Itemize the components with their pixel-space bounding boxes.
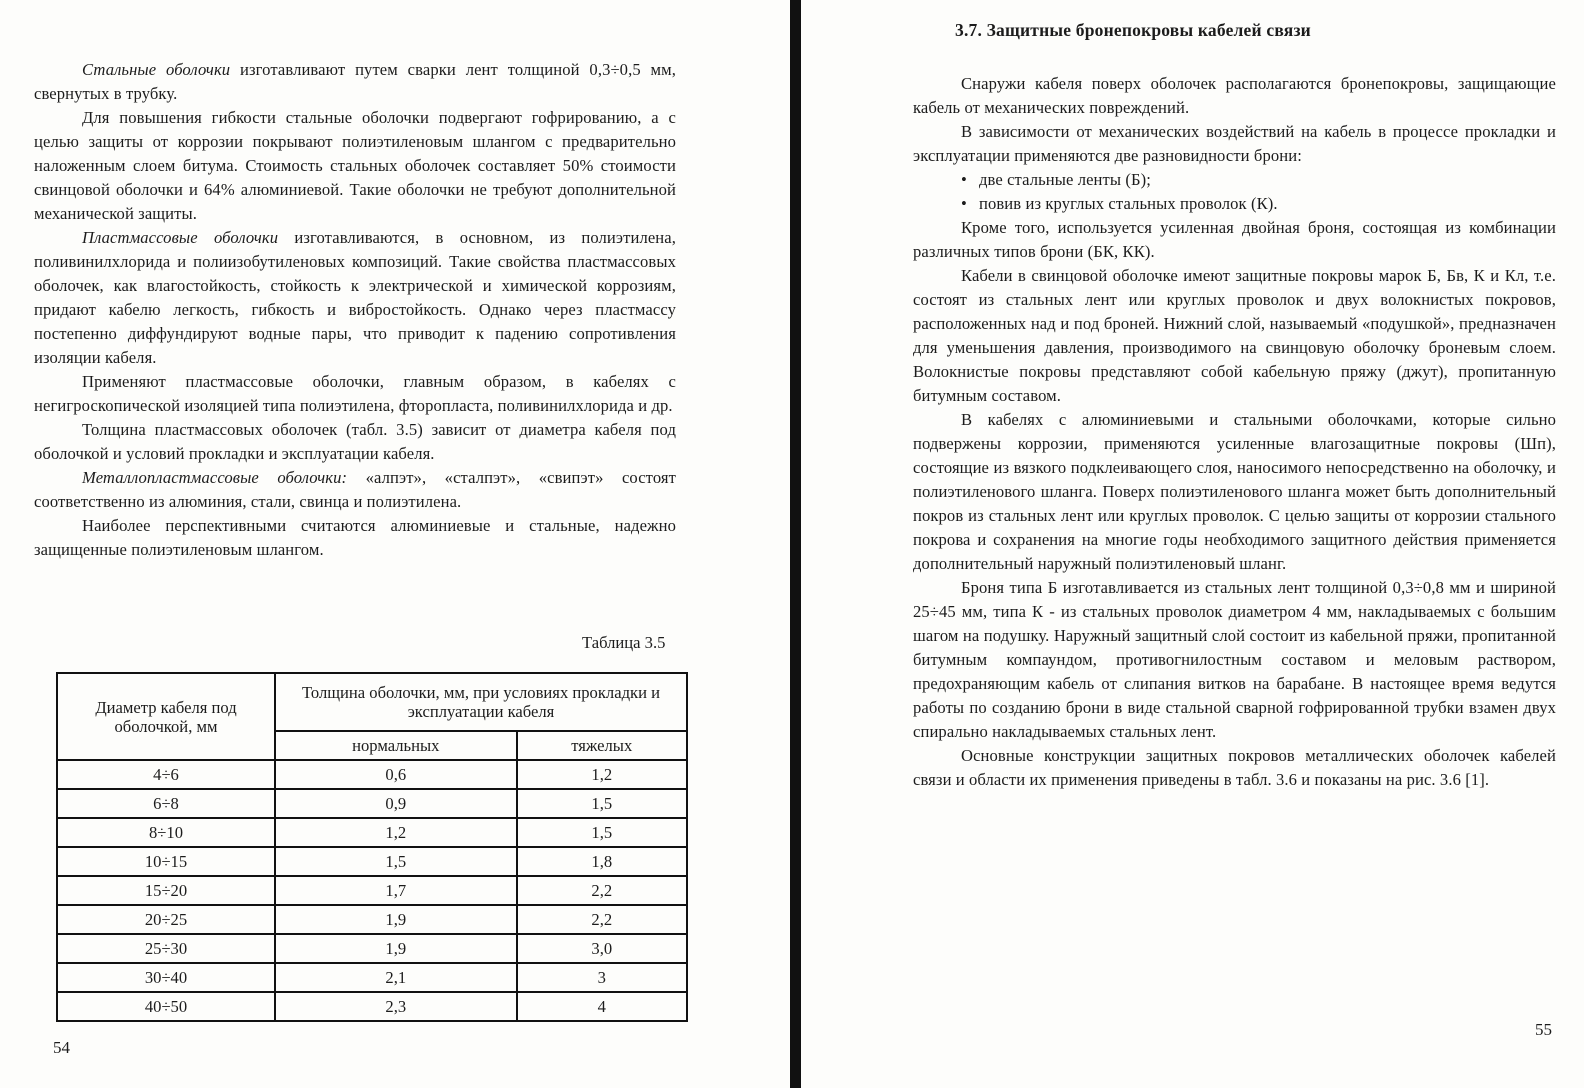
table-row: [57, 963, 687, 992]
paragraph-text: «алпэт», «сталпэт», «свипэт» состоят соответственно из алюминия, стали, свинца и полиэтилена.: [34, 468, 676, 511]
paragraph-lead-sheath-covers: Кабели в свинцовой оболочке имеют защитные покровы марок Б, Бв, К и Кл, т.е. состоят из стальных лент или круглых проволок и двух волокнистых покровов, расположенных над и под броней. Нижний слой, называемый «подушкой», предназначен для уменьшения давления, производимого на свинцовую оболочку броневым слоем. Волокнистые покровы представляют собой кабельную пряжу (джут), пропитанную битумным составом.: [913, 266, 1556, 405]
header-heavy: тяжелых: [517, 731, 687, 760]
paragraph-metal-plastic: [34, 466, 676, 514]
armor-type-list: [913, 168, 1556, 216]
sheath-thickness-table: [56, 672, 688, 1022]
cell-diameter: 4÷6: [57, 760, 275, 789]
table-row: [57, 876, 687, 905]
paragraph-plastic-sheaths: [34, 226, 676, 370]
table-row: [57, 934, 687, 963]
cell-diameter: 25÷30: [57, 934, 275, 963]
header-diameter: Диаметр кабеля под оболочкой, мм: [57, 673, 275, 760]
table-row: [57, 789, 687, 818]
cell-normal: 1,7: [275, 876, 517, 905]
table-body: [57, 760, 687, 1021]
cell-diameter: 6÷8: [57, 789, 275, 818]
term-steel-sheaths: Стальные оболочки: [82, 60, 231, 79]
paragraph-armor-b-k: Броня типа Б изготавливается из стальных лент толщиной 0,3÷0,8 мм и шириной 25÷45 мм, типа К - из стальных проволок диаметром 4 мм, накладываемых с большим шагом на подушку. Наружный защитный слой состоит из кабельной пряжи, пропитанной битумным компаундом, противогнилостным составом и меловым раствором, предохраняющим кабель от слипания витков на барабане. В настоящее время ведутся работы по созданию брони в виде стальной сварной гофрированной трубки взамен двух спирально накладываемых стальных лент.: [913, 578, 1556, 741]
right-page: [805, 0, 1584, 1088]
table-caption: Таблица 3.5: [582, 633, 666, 652]
cell-diameter: 30÷40: [57, 963, 275, 992]
paragraph-armor-intro: Снаружи кабеля поверх оболочек располагаются бронепокровы, защищающие кабель от механических повреждений.: [913, 74, 1556, 117]
paragraph-text: изготавливают путем сварки лент толщиной 0,3÷0,5 мм, свернутых в трубку.: [34, 60, 676, 103]
cell-normal: 1,2: [275, 818, 517, 847]
paragraph-perspective: Наиболее перспективными считаются алюминиевые и стальные, надежно защищенные полиэтиленовым шлангом.: [34, 516, 676, 559]
cell-heavy: 1,2: [517, 760, 687, 789]
cell-diameter: 15÷20: [57, 876, 275, 905]
cell-heavy: 1,5: [517, 789, 687, 818]
right-page-text: [913, 72, 1556, 792]
paragraph-constructions: Основные конструкции защитных покровов металлических оболочек кабелей связи и области их применения приведены в табл. 3.6 и показаны на рис. 3.6 [1].: [913, 746, 1556, 789]
cell-heavy: 4: [517, 992, 687, 1021]
cell-normal: 1,9: [275, 905, 517, 934]
term-metal-plastic: Металлопластмассовые оболочки:: [82, 468, 348, 487]
paragraph-reinforced-covers: В кабелях с алюминиевыми и стальными оболочками, которые сильно подвержены коррозии, применяются усиленные влагозащитные покровы (Шп), состоящие из вязкого подклеивающего слоя, наносимого непосредственно на оболочку, и полиэтиленового шланга. Поверх полиэтиленового шланга может быть дополнительный покров из стальных лент или круглых проволок. С целью защиты от коррозии стального покрова и сохранения на многие годы необходимого защитного действия применяется дополнительный наружный полиэтиленовый шланг.: [913, 410, 1556, 573]
cell-diameter: 10÷15: [57, 847, 275, 876]
book-spine-shadow: [790, 0, 801, 1088]
cell-diameter: 20÷25: [57, 905, 275, 934]
cell-heavy: 1,8: [517, 847, 687, 876]
cell-diameter: 8÷10: [57, 818, 275, 847]
page-number-left: 54: [53, 1038, 70, 1057]
page-number-right: 55: [1535, 1020, 1552, 1039]
section-heading: 3.7. Защитные бронепокровы кабелей связи: [955, 20, 1311, 40]
cell-heavy: 1,5: [517, 818, 687, 847]
cell-normal: 2,3: [275, 992, 517, 1021]
paragraph-steel-sheaths: [34, 58, 676, 106]
paragraph-steel-corrugation: Для повышения гибкости стальные оболочки подвергают гофрированию, а с целью защиты от коррозии покрывают полиэтиленовым шлангом с предварительно наложенным слоем битума. Стоимость стальных оболочек составляет 50% стоимости свинцовой оболочки и 64% алюминиевой. Такие оболочки не требуют дополнительной механической защиты.: [34, 108, 676, 223]
cell-normal: 0,9: [275, 789, 517, 818]
table-row: [57, 992, 687, 1021]
paragraph-text: изготавливаются, в основном, из полиэтилена, поливинилхлорида и полиизобутиленовых композиций. Такие свойства пластмассовых оболочек, как влагостойкость, стойкость к электрической и химической коррозиям, придают кабелю легкость, гибкость и вибростойкость. Однако через пластмассу постепенно диффундируют водные пары, что приводит к падению сопротивления изоляции кабеля.: [34, 228, 676, 367]
paragraph-armor-types: В зависимости от механических воздействий на кабель в процессе прокладки и эксплуатации применяются две разновидности брони:: [913, 122, 1556, 165]
table-row: [57, 760, 687, 789]
table-row: [57, 847, 687, 876]
left-page-text: [34, 58, 676, 562]
cell-normal: 1,5: [275, 847, 517, 876]
table-row: [57, 818, 687, 847]
paragraph-plastic-usage: Применяют пластмассовые оболочки, главным образом, в кабелях с негигроскопической изоляцией типа полиэтилена, фторопласта, поливинилхлорида и др.: [34, 372, 676, 415]
header-normal: нормальных: [275, 731, 517, 760]
list-item: • повив из круглых стальных проволок (К).: [961, 192, 1556, 216]
cell-heavy: 2,2: [517, 905, 687, 934]
cell-normal: 2,1: [275, 963, 517, 992]
cell-diameter: 40÷50: [57, 992, 275, 1021]
cell-heavy: 2,2: [517, 876, 687, 905]
cell-heavy: 3,0: [517, 934, 687, 963]
cell-normal: 1,9: [275, 934, 517, 963]
table-header-row: [57, 673, 687, 731]
paragraph-double-armor: Кроме того, используется усиленная двойная броня, состоящая из комбинации различных типов брони (БК, КК).: [913, 218, 1556, 261]
table-row: [57, 905, 687, 934]
term-plastic-sheaths: Пластмассовые оболочки: [82, 228, 279, 247]
cell-normal: 0,6: [275, 760, 517, 789]
header-thickness: Толщина оболочки, мм, при условиях прокладки и эксплуатации кабеля: [275, 673, 687, 731]
cell-heavy: 3: [517, 963, 687, 992]
list-item: • две стальные ленты (Б);: [961, 168, 1556, 192]
paragraph-plastic-thickness: Толщина пластмассовых оболочек (табл. 3.5) зависит от диаметра кабеля под оболочкой и условий прокладки и эксплуатации кабеля.: [34, 420, 676, 463]
